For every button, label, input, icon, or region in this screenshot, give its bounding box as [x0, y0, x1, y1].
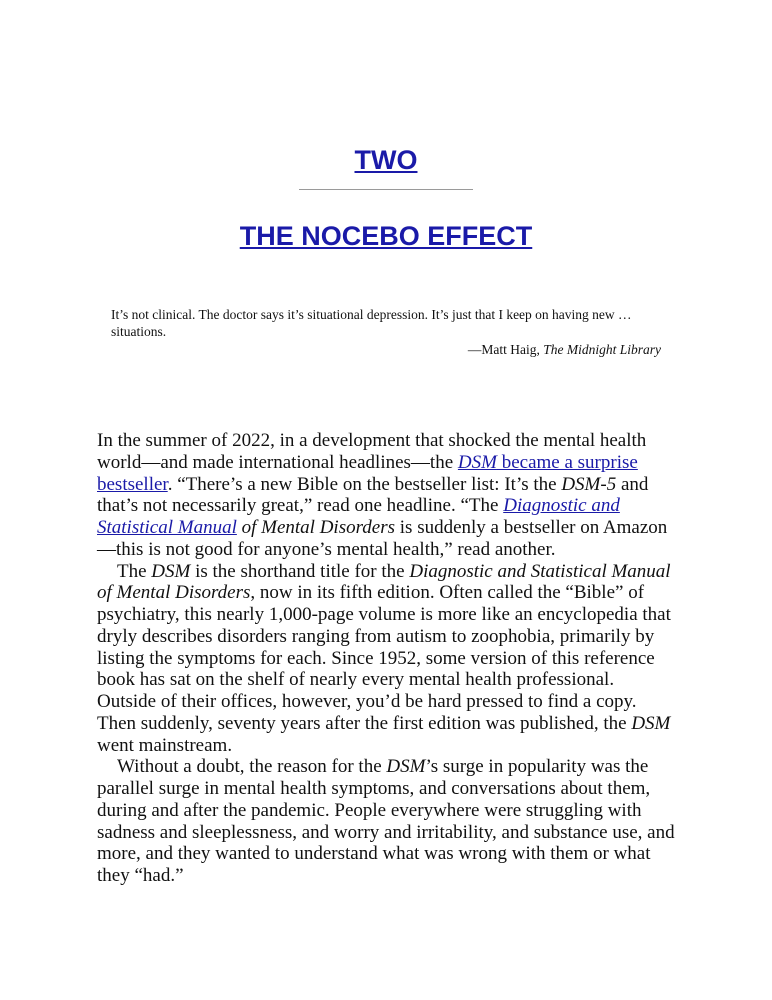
- chapter-number: [0, 143, 772, 177]
- p2-italic-dsm: DSM: [151, 560, 191, 582]
- p1-italic-dsm5: DSM-5: [561, 473, 617, 495]
- dsm-bestseller-link-italic: DSM: [457, 451, 497, 473]
- paragraph-3: [97, 756, 677, 887]
- p1-text-1: In the summer of 2022, in a development that shocked the mental health world—and made international headlines—the: [97, 430, 647, 473]
- p2-text-1: The: [117, 560, 152, 582]
- chapter-title-link[interactable]: THE NOCEBO EFFECT: [239, 221, 533, 251]
- p2-italic-dsm-2: DSM: [631, 712, 671, 734]
- epigraph: [111, 306, 661, 358]
- p3-text-1: Without a doubt, the reason for the: [117, 756, 387, 778]
- p1-italic-mental-disorders: of Mental Disorders: [236, 517, 396, 538]
- diagnostic-manual-link-text: Diagnostic and Statistical Manual: [97, 495, 620, 538]
- paragraph-2: [97, 561, 677, 757]
- p2-text-4: went mainstream.: [97, 734, 233, 756]
- p3-text-2: ’s surge in popularity was the parallel surge in mental health symptoms, and conversations about them, during and after the pandemic. People everywhere were struggling with sadness and sleeplessness, and worry and irritability, and substance use, and more, and they wanted to understand what was wrong with them or what they “had.”: [97, 756, 675, 886]
- paragraph-1: [97, 430, 677, 561]
- p1-text-2: . “There’s a new Bible on the bestseller list: It’s the: [167, 473, 562, 495]
- epigraph-quote: It’s not clinical. The doctor says it’s situational depression. It’s just that I keep on having new … situations.: [111, 307, 632, 339]
- chapter-title: [0, 219, 772, 253]
- chapter-divider: [299, 189, 473, 190]
- epigraph-work-title: The Midnight Library: [543, 342, 661, 357]
- chapter-number-link[interactable]: TWO: [354, 145, 418, 175]
- p2-text-2: is the shorthand title for the: [190, 560, 410, 582]
- p2-text-3: , now in its fifth edition. Often called the “Bible” of psychiatry, this nearly 1,000-page volume is more like an encyclopedia that dryly describes disorders ranging from autism to zoophobia, primarily by listing the symptoms for each. Since 1952, some version of this reference book has sat on the shelf of nearly every mental health professional. Outside of their offices, however, you’d be hard pressed to find a copy. Then suddenly, seventy years after the first edition was published, the: [97, 582, 671, 734]
- dsm-bestseller-link-text: became a surprise bestseller: [97, 451, 638, 495]
- p1-text-4: is suddenly a bestseller on Amazon —this is not good for anyone’s mental health,” read another.: [97, 517, 668, 560]
- p1-text-3: and that’s not necessarily great,” read one headline. “The: [97, 473, 649, 517]
- epigraph-author: —Matt Haig,: [467, 342, 544, 357]
- body-text: [97, 430, 677, 887]
- epigraph-attribution: [111, 341, 661, 358]
- p2-italic-full-title: Diagnostic and Statistical Manual of Mental Disorders: [97, 560, 671, 604]
- p3-italic-dsm: DSM: [386, 756, 426, 778]
